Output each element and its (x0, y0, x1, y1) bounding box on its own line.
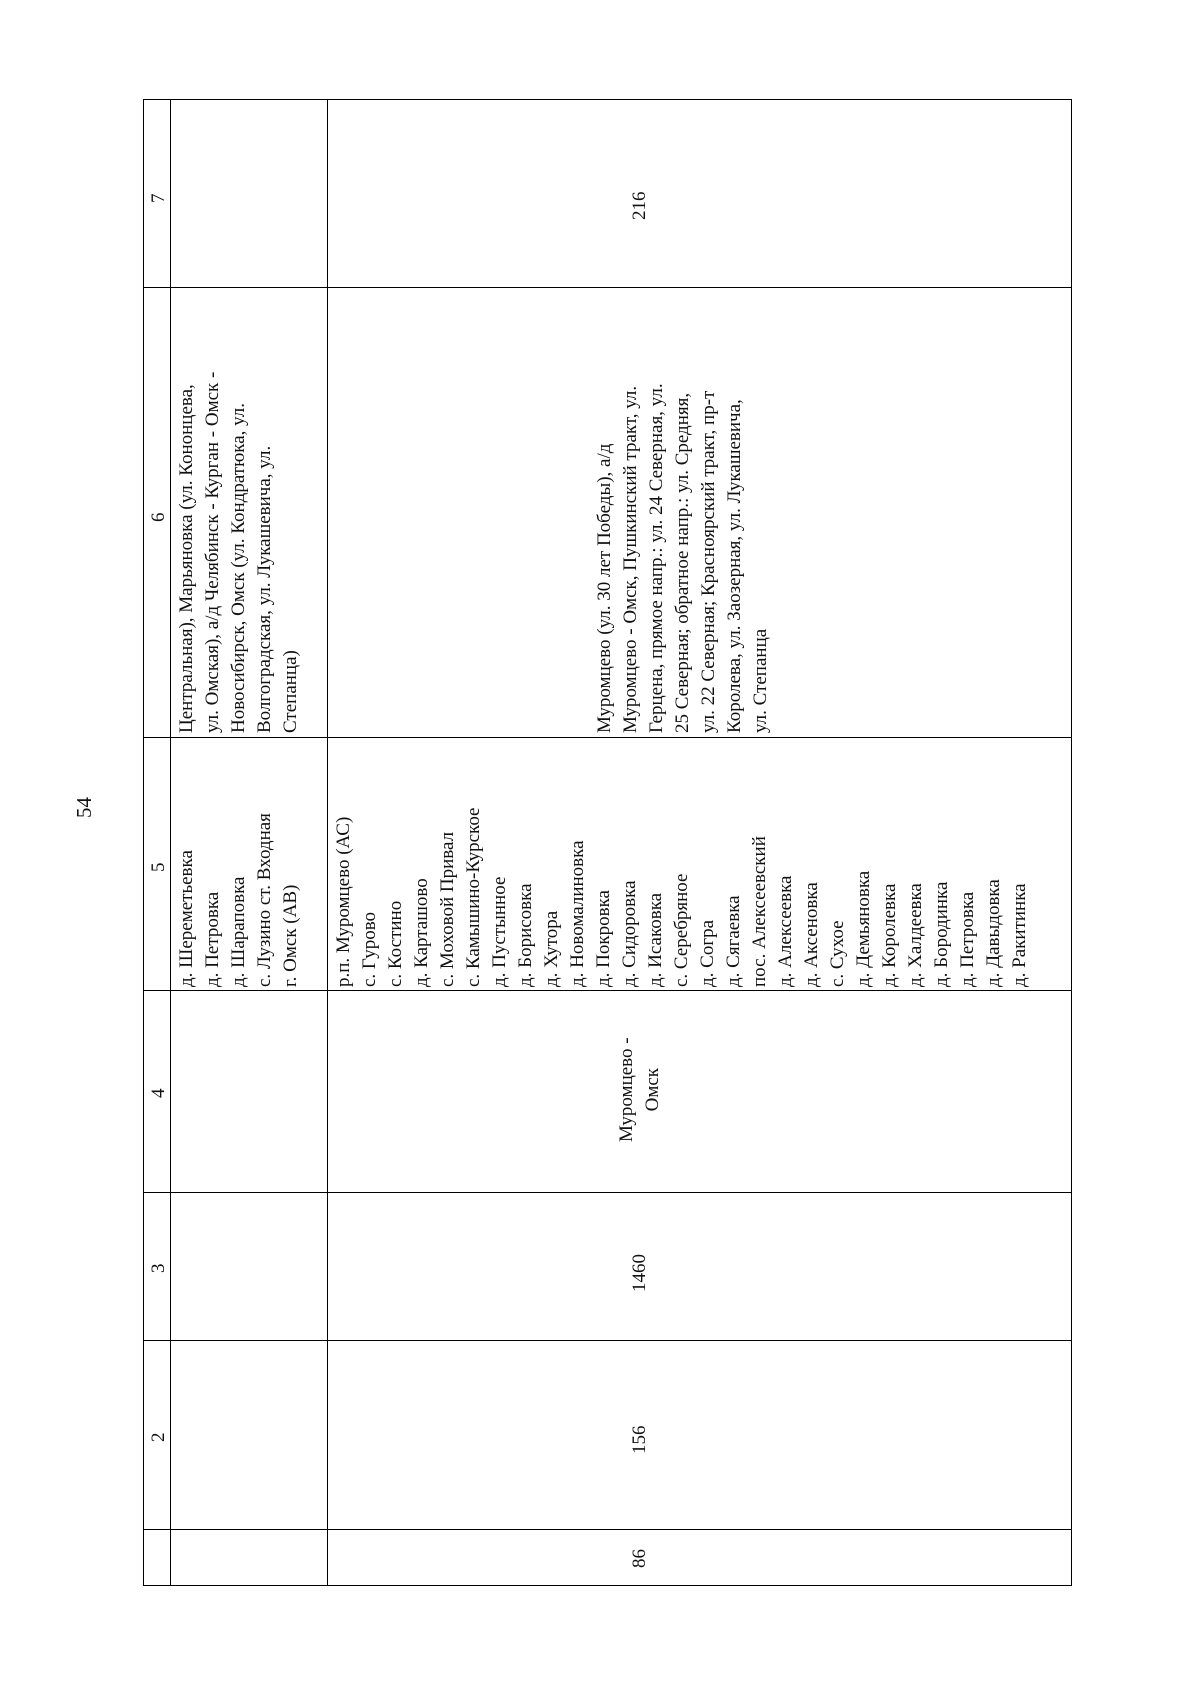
street-line: ул. Степанца (750, 628, 771, 733)
col-sep-3-2 (144, 1340, 1071, 1341)
stop-item: с. Гурово (359, 911, 380, 987)
stop-item: д. Давыдовка (983, 879, 1004, 987)
stop-item: д. Ракитинка (1009, 883, 1030, 987)
header-col-4: 4 (148, 1088, 169, 1098)
stop-item: д. Шереметьевка (176, 850, 197, 987)
col-sep-2-1 (144, 1529, 1071, 1530)
route-number: 86 (629, 1549, 650, 1568)
row-a-streets (174, 372, 304, 733)
stop-item: д. Аксеновка (801, 882, 822, 987)
route-name-line: Муромцево - (616, 1037, 637, 1142)
stop-item: с. Сухое (827, 920, 848, 987)
col-sep-5-4 (144, 990, 1071, 991)
stop-item: д. Карташово (411, 878, 432, 987)
row-b-col7-value: 216 (629, 191, 650, 220)
col-sep-7-6 (144, 287, 1071, 288)
schedule-table (143, 99, 1072, 1586)
stop-item: д. Борисовка (515, 883, 536, 987)
route-name-line: Омск (642, 1067, 663, 1112)
street-line: Волгоградская, ул. Лукашевича, ул. (254, 445, 275, 733)
stop-item: д. Петровка (957, 891, 978, 987)
row-a-stops (174, 813, 304, 987)
stop-item: с. Серебряное (671, 873, 692, 987)
stop-item: с. Костино (385, 900, 406, 987)
stop-item: р.п. Муромцево (АС) (333, 816, 354, 987)
stop-item: д. Сягаевка (723, 895, 744, 987)
stop-item: д. Бородинка (931, 881, 952, 987)
stop-item: с. Моховой Привал (437, 831, 458, 987)
header-row-separator (170, 100, 171, 1585)
stop-item: д. Новомалиновка (567, 840, 588, 987)
header-col-6: 6 (148, 512, 169, 522)
stop-item: д. Халдеевка (905, 883, 926, 987)
stop-item: д. Алексеевка (775, 875, 796, 987)
street-line: 25 Северная; обратное напр.: ул. Средняя, (672, 392, 693, 733)
stop-item: д. Пустынное (489, 876, 510, 987)
street-line: Центральная), Марьяновка (ул. Кононцева, (176, 384, 197, 733)
street-line: Королева, ул. Заозерная, ул. Лукашевича, (724, 399, 745, 733)
stop-item: д. Исаковка (645, 892, 666, 987)
row-a-separator (327, 100, 328, 1585)
header-col-5: 5 (148, 862, 169, 872)
header-col-7: 7 (148, 193, 169, 203)
street-line: Степанца) (280, 650, 301, 733)
stop-item: г. Омск (АВ) (280, 884, 301, 987)
street-line: Герцена, прямое напр.: ул. 24 Северная, ул. (646, 383, 667, 733)
stop-item: д. Хутора (541, 910, 562, 987)
stop-item: с. Лузино ст. Входная (254, 813, 275, 987)
header-col-2: 2 (148, 1432, 169, 1442)
registration-number: 156 (629, 1425, 650, 1454)
street-line: Новосибирск, Омск (ул. Кондратюка, ул. (228, 402, 249, 733)
street-line: ул. 22 Северная; Красноярский тракт, пр-т (698, 390, 719, 733)
stop-item: д. Сидоровка (619, 880, 640, 987)
stop-item: д. Шараповка (228, 876, 249, 987)
stop-item: д. Покровка (593, 890, 614, 987)
col-sep-6-5 (144, 737, 1071, 738)
stop-item: с. Камышино-Курское (463, 807, 484, 987)
stop-item: д. Демьяновка (853, 870, 874, 987)
stop-item: д. Согра (697, 919, 718, 987)
stop-item: д. Петровка (202, 891, 223, 987)
row-b-streets (592, 383, 774, 733)
col-sep-4-3 (144, 1192, 1071, 1193)
street-line: ул. Омская), а/д Челябинск - Курган - Омск - (202, 371, 223, 733)
street-line: Муромцево - Омск, Пушкинский тракт, ул. (620, 385, 641, 733)
stop-item: пос. Алексеевский (749, 836, 770, 987)
row-b-stops (331, 808, 1033, 987)
street-line: Муромцево (ул. 30 лет Победы), а/д (594, 443, 615, 733)
header-col-3: 3 (148, 1263, 169, 1273)
stop-item: д. Королевка (879, 883, 900, 987)
route-name (614, 1037, 666, 1142)
route-length: 1460 (629, 1254, 650, 1292)
page-number: 54 (72, 797, 96, 818)
